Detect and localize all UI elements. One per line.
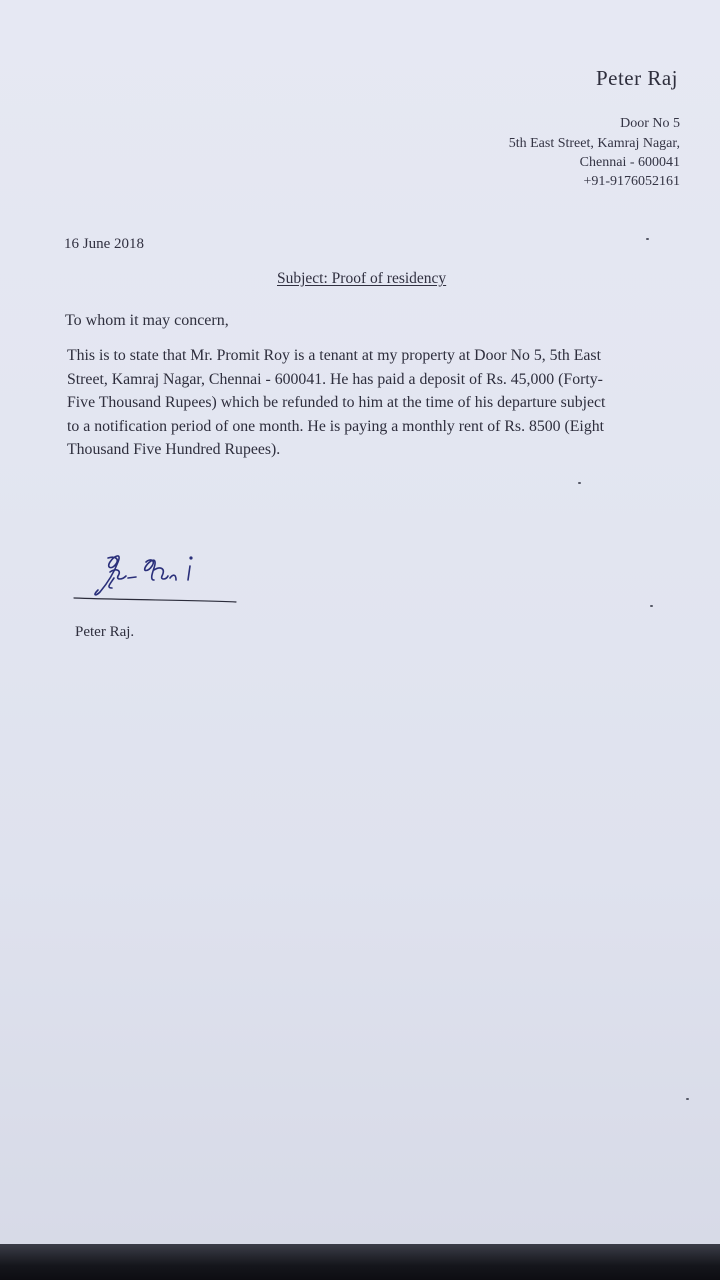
address-line-1: Door No 5	[620, 116, 680, 131]
address-line-3: Chennai - 600041	[579, 155, 680, 170]
salutation: To whom it may concern,	[65, 312, 229, 329]
address-phone: +91-9176052161	[583, 174, 680, 189]
paper-speck	[686, 1098, 689, 1100]
paper-speck	[578, 482, 581, 484]
paper-speck	[650, 605, 653, 607]
table-edge	[0, 1244, 720, 1280]
body-line: Five Thousand Rupees) which be refunded to him at the time of his departure subject	[67, 394, 606, 411]
body-line: to a notification period of one month. He is paying a monthly rent of Rs. 8500 (Eight	[67, 417, 605, 435]
body-line: Street, Kamraj Nagar, Chennai - 600041. He has paid a deposit of Rs. 45,000 (Forty-	[67, 370, 603, 388]
address-line-2: 5th East Street, Kamraj Nagar,	[508, 136, 680, 151]
body-line: Thousand Five Hundred Rupees).	[67, 441, 281, 458]
handwritten-signature	[70, 548, 240, 608]
body-line: This is to state that Mr. Promit Roy is a tenant at my property at Door No 5, 5th East	[67, 347, 601, 364]
letter-date: 16 June 2018	[64, 236, 144, 252]
signer-name: Peter Raj.	[75, 624, 135, 640]
letter-subject: Subject: Proof of residency	[277, 270, 447, 287]
letter-body	[67, 344, 687, 462]
sender-name: Peter Raj	[595, 66, 678, 90]
paper-speck	[646, 238, 649, 240]
